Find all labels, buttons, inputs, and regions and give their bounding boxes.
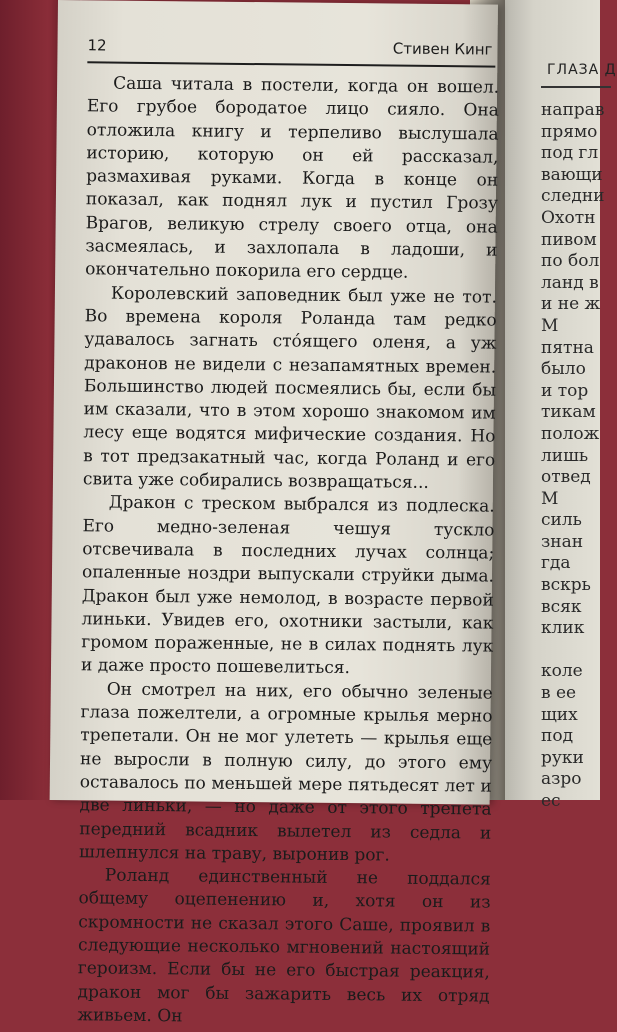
paragraph: Роланд единственный не поддался общему оцепенению и, хотя он из скромности не сказал этого Саше, проявил в следующие несколько мгновений настоящий героизм. Если бы не его быстрая реакция, дракон мог бы зажарить весь их отряд живьем. Он [77, 865, 491, 1027]
right-page-line: под гл [541, 143, 599, 164]
right-page-line: и тор [541, 380, 589, 401]
right-page-line: силь [541, 510, 582, 531]
right-page-line: вающи [541, 164, 603, 185]
right-page-line: всяк [541, 596, 582, 617]
right-page-line: М [541, 315, 559, 336]
right-page-line: прямо [541, 121, 598, 142]
right-page-line: азро [541, 769, 582, 790]
right-page-line: М [541, 488, 559, 509]
paragraph: Он смотрел на них, его обычно зеленые глаза пожелтели, а огромные крылья мерно трепетали. Он не мог улететь — крылья еще не выросли в полную силу, до этого ему оставалось по меньшей мере пятьдесят лет и две линьки, — но даже от этого трепета передний всадник вылетел из седла и шлепнулся на траву, выронив рог. [78, 679, 493, 866]
running-head-author: Стивен Кинг [392, 39, 493, 59]
right-page-line: пивом [541, 229, 597, 250]
right-page-line [541, 640, 605, 662]
right-page-line: гда [541, 553, 571, 574]
left-page [50, 0, 500, 1027]
right-page-line: тикам [541, 402, 596, 423]
page-number: 12 [87, 36, 107, 55]
right-page-line: ланд в [541, 272, 599, 293]
right-page-line: руки [541, 747, 584, 768]
right-page-line: лишь [541, 445, 589, 466]
right-page-line: по бол [541, 251, 600, 272]
right-page-line: было [541, 359, 586, 380]
right-page-line: коле [541, 661, 583, 682]
right-page-line: в ее [541, 683, 577, 704]
right-header-rule [541, 86, 611, 88]
right-page-line: направ [541, 100, 605, 120]
right-page-line: полож [541, 423, 600, 444]
right-page-line: отвед [541, 467, 591, 488]
right-page-line: под [541, 726, 574, 747]
right-page-line: пятна [541, 337, 594, 358]
right-page-text [541, 100, 605, 813]
paragraph: Дракон с треском выбрался из подлеска. Его медно-зеленая чешуя тускло отсвечивала в последних лучах солнца; опаленные ноздри выпускали струйки дыма. Дракон был уже немолод, в возрасте первой линьки. Увидев его, охотники застыли, как громом пораженные, не в силах поднять лук и даже просто пошевелиться. [80, 492, 495, 679]
right-page-line: ес [541, 791, 561, 811]
right-page-line: клик [541, 618, 585, 639]
right-page-line: щих [541, 704, 578, 725]
right-page-line: следни [541, 186, 605, 207]
body-text [77, 72, 499, 1031]
right-running-head: ГЛАЗА Д [547, 62, 617, 78]
right-page-line: вскрь [541, 575, 591, 596]
paragraph: Королевский заповедник был уже не тот. Во времена короля Роланда там редко удавалось загнать сто́ящего оленя, а уж драконов не видели с незапамятных времен. Большинство людей посмеялись бы, если бы им сказали, что в этом хорошо знакомом им лесу еще водятся мифические создания. Но в тот предзакатный час, когда Роланд и его свита уже собирались возвращаться... [82, 283, 498, 493]
right-page-line: Охотн [541, 207, 596, 228]
right-page-line: и не ж [541, 294, 601, 315]
right-page-line: знан [541, 531, 584, 552]
right-page [505, 0, 617, 811]
paragraph: Саша читала в постели, когда он вошел. Его грубое бородатое лицо сияло. Она отложила книгу и терпеливо выслушала историю, которую он ей рассказал, размахивая руками. Когда в конце он показал, как поднял лук и пустил Грозу Врагов, великую стрелу своего отца, она засмеялась, и захлопала в ладоши, и окончательно покорила его сердце. [85, 73, 500, 284]
